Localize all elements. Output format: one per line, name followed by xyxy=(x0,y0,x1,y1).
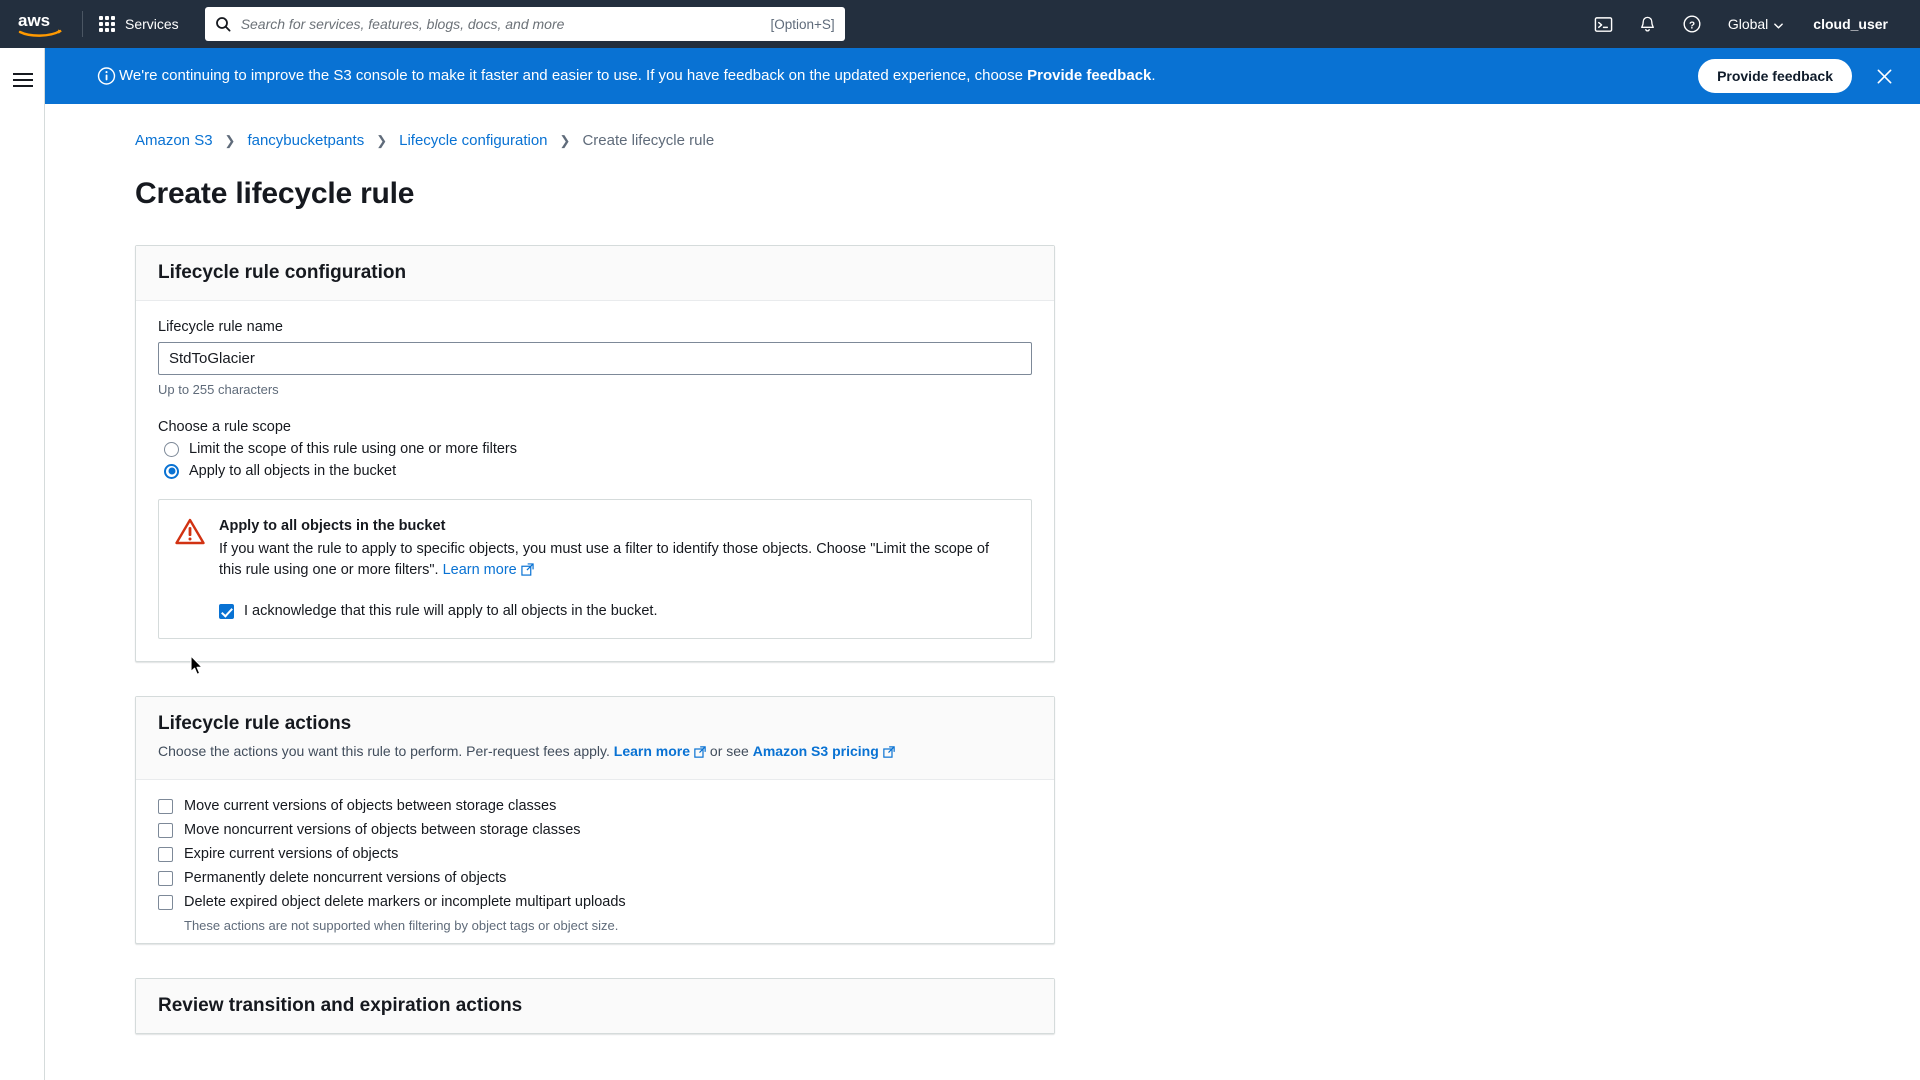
lifecycle-rule-configuration-header xyxy=(136,246,1054,301)
svg-text:aws: aws xyxy=(18,11,51,30)
svg-text:?: ? xyxy=(1688,20,1695,32)
external-link-icon xyxy=(883,743,895,763)
app-layout xyxy=(0,48,1920,1080)
apply-all-warning-alert xyxy=(158,499,1032,639)
checkbox-move-noncurrent-versions[interactable] xyxy=(158,823,173,838)
rule-name-hint: Up to 255 characters xyxy=(158,382,279,397)
actions-desc-prefix: Choose the actions you want this rule to perform. Per-request fees apply. xyxy=(158,743,614,759)
breadcrumb-separator-icon: ❯ xyxy=(224,132,236,148)
breadcrumb-separator-icon: ❯ xyxy=(559,132,571,148)
checkbox-delete-expired-markers[interactable] xyxy=(158,895,173,910)
acknowledge-row[interactable] xyxy=(219,601,1013,622)
lifecycle-rule-actions-description xyxy=(158,741,1032,763)
lifecycle-rule-actions-card xyxy=(135,696,1055,944)
label-move-current-versions: Move current versions of objects between storage classes xyxy=(184,798,557,814)
flashbar-message-suffix: . xyxy=(1151,67,1156,84)
flashbar-message-prefix: We're continuing to improve the S3 console to make it faster and easier to use. If you have feedback on the updated experience, choose xyxy=(119,67,1028,84)
lifecycle-rule-configuration-body xyxy=(136,301,1054,661)
apply-all-warning-title: Apply to all objects in the bucket xyxy=(219,518,446,534)
review-transition-expiration-header xyxy=(136,979,1054,1033)
action-move-current-versions[interactable] xyxy=(158,798,1032,814)
acknowledge-checkbox[interactable] xyxy=(219,604,234,619)
external-link-icon xyxy=(521,562,534,583)
flashbar-message-bold: Provide feedback xyxy=(1027,67,1152,84)
label-expire-current-versions: Expire current versions of objects xyxy=(184,846,399,862)
radio-icon-apply-all[interactable] xyxy=(164,464,179,479)
help-icon[interactable] xyxy=(1672,6,1712,42)
global-search[interactable] xyxy=(205,7,845,41)
bell-icon[interactable] xyxy=(1628,6,1668,42)
page-scroll-area[interactable] xyxy=(45,104,1920,1080)
review-transition-expiration-heading: Review transition and expiration actions xyxy=(158,995,523,1016)
acknowledge-label: I acknowledge that this rule will apply to all objects in the bucket. xyxy=(244,603,658,619)
rule-name-label: Lifecycle rule name xyxy=(158,319,283,335)
provide-feedback-button[interactable]: Provide feedback xyxy=(1698,59,1852,93)
feedback-flashbar xyxy=(45,48,1920,104)
lifecycle-rule-configuration-heading: Lifecycle rule configuration xyxy=(158,262,407,283)
s3-pricing-link[interactable]: Amazon S3 pricing xyxy=(752,743,879,759)
left-navigation-rail xyxy=(0,48,45,1080)
grid-icon xyxy=(99,16,115,32)
radio-apply-all[interactable] xyxy=(164,463,1032,479)
rule-scope-label: Choose a rule scope xyxy=(158,419,291,435)
lifecycle-actions-checkbox-group xyxy=(136,780,1054,943)
cloudshell-icon[interactable] xyxy=(1584,6,1624,42)
aws-top-navigation xyxy=(0,0,1920,48)
lifecycle-rule-configuration-card xyxy=(135,245,1055,662)
learn-more-link[interactable]: Learn more xyxy=(442,562,517,578)
region-label: Global xyxy=(1727,16,1769,32)
nav-divider xyxy=(82,11,83,37)
actions-desc-middle: or see xyxy=(706,743,753,759)
action-move-noncurrent-versions[interactable] xyxy=(158,822,1032,838)
page-title: Create lifecycle rule xyxy=(135,177,415,210)
content-column xyxy=(45,48,1920,1080)
external-link-icon xyxy=(694,743,706,763)
checkbox-delete-noncurrent-versions[interactable] xyxy=(158,871,173,886)
services-label: Services xyxy=(125,16,179,32)
page-body xyxy=(45,104,1920,1034)
radio-label-apply-all: Apply to all objects in the bucket xyxy=(189,463,397,479)
menu-toggle-icon[interactable] xyxy=(0,60,45,100)
radio-label-limit-scope: Limit the scope of this rule using one or more filters xyxy=(189,441,518,457)
breadcrumb-item-bucket[interactable]: fancybucketpants xyxy=(247,132,365,149)
apply-all-warning-content xyxy=(219,516,1013,622)
services-menu-button[interactable] xyxy=(89,9,189,39)
search-shortcut-hint: [Option+S] xyxy=(770,16,835,32)
action-delete-expired-markers[interactable] xyxy=(158,894,1032,910)
apply-all-warning-text: If you want the rule to apply to specific objects, you must use a filter to identify those objects. Choose "Limit the scope of this rule using one or more filters". xyxy=(219,541,990,578)
flashbar-message xyxy=(119,66,1156,86)
checkbox-expire-current-versions[interactable] xyxy=(158,847,173,862)
action-delete-noncurrent-versions[interactable] xyxy=(158,870,1032,886)
radio-limit-scope[interactable] xyxy=(164,441,1032,457)
breadcrumb-item-lifecycle-configuration[interactable]: Lifecycle configuration xyxy=(399,132,548,149)
label-move-noncurrent-versions: Move noncurrent versions of objects between storage classes xyxy=(184,822,581,838)
label-delete-expired-markers: Delete expired object delete markers or incomplete multipart uploads xyxy=(184,894,626,910)
lifecycle-rule-actions-header xyxy=(136,697,1054,780)
label-delete-noncurrent-versions: Permanently delete noncurrent versions of objects xyxy=(184,870,507,886)
chevron-down-icon xyxy=(1774,16,1783,32)
aws-logo-icon[interactable] xyxy=(14,8,68,40)
close-icon[interactable] xyxy=(1870,62,1898,90)
account-menu-button[interactable] xyxy=(1799,8,1902,40)
info-icon xyxy=(97,67,116,86)
radio-icon-limit-scope[interactable] xyxy=(164,442,179,457)
breadcrumb-item-amazon-s3[interactable]: Amazon S3 xyxy=(135,132,213,149)
review-transition-expiration-card xyxy=(135,978,1055,1034)
search-input[interactable] xyxy=(239,15,761,33)
breadcrumb xyxy=(45,104,1920,149)
lifecycle-rule-actions-heading: Lifecycle rule actions xyxy=(158,713,352,734)
warning-icon xyxy=(175,516,205,622)
breadcrumb-item-current: Create lifecycle rule xyxy=(582,132,715,149)
rule-name-input[interactable] xyxy=(158,342,1032,375)
search-icon xyxy=(215,16,231,32)
top-nav-utilities xyxy=(1584,6,1906,42)
action-expire-current-versions[interactable] xyxy=(158,846,1032,862)
region-selector[interactable] xyxy=(1716,8,1795,40)
actions-support-note: These actions are not supported when filtering by object tags or object size. xyxy=(184,918,619,933)
actions-learn-more-link[interactable]: Learn more xyxy=(613,743,691,759)
apply-all-warning-body xyxy=(219,539,1013,583)
breadcrumb-separator-icon: ❯ xyxy=(376,132,388,148)
account-label: cloud_user xyxy=(1813,16,1888,32)
checkbox-move-current-versions[interactable] xyxy=(158,799,173,814)
